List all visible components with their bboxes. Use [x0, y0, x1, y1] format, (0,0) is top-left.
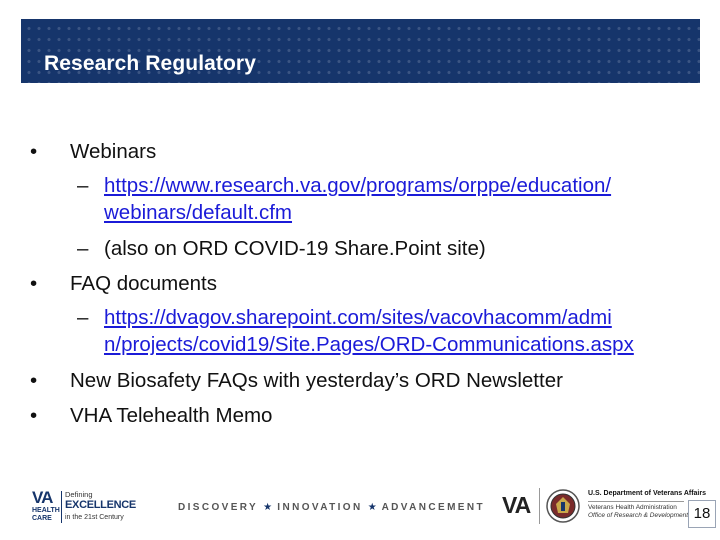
defining-label: Defining: [65, 490, 93, 499]
bullet-faq-documents: FAQ documents: [70, 272, 217, 295]
star-icon: ★: [367, 502, 377, 513]
excellence-label: EXCELLENCE: [65, 499, 136, 511]
sharepoint-note: (also on ORD COVID-19 Share.Point site): [104, 237, 486, 260]
va-logo-letters: VA: [32, 488, 53, 507]
va-seal-icon: [546, 488, 580, 524]
ord-label: Office of Research & Development: [588, 512, 689, 519]
tagline-discovery: DISCOVERY: [178, 502, 258, 513]
va-health-care-logo: [32, 490, 138, 524]
sub-bullet-marker: –: [77, 306, 89, 329]
bullet-telehealth-memo: VHA Telehealth Memo: [70, 404, 273, 427]
dept-divider: [588, 501, 684, 502]
logo-divider: [61, 491, 62, 523]
health-label: HEALTH: [32, 507, 60, 514]
care-label: CARE: [32, 515, 52, 522]
slide-title: Research Regulatory: [44, 52, 256, 75]
mark-divider: [539, 488, 540, 524]
sub-bullet-marker: –: [77, 237, 89, 260]
bullet-biosafety-faqs: New Biosafety FAQs with yesterday’s ORD Newsletter: [70, 369, 563, 392]
sharepoint-link[interactable]: https://dvagov.sharepoint.com/sites/vacovhacomm/admi: [104, 306, 612, 329]
bullet-marker: •: [30, 369, 38, 392]
star-icon: ★: [263, 502, 273, 513]
vha-label: Veterans Health Administration: [588, 504, 677, 511]
footer: [0, 478, 720, 540]
bullet-marker: •: [30, 140, 38, 163]
tagline-advancement: ADVANCEMENT: [381, 502, 485, 513]
sharepoint-link-cont[interactable]: n/projects/covid19/Site.Pages/ORD-Communications.aspx: [104, 333, 634, 356]
dept-label: U.S. Department of Veterans Affairs: [588, 490, 706, 497]
page-number: 18: [688, 500, 716, 528]
tagline-innovation: INNOVATION: [277, 502, 363, 513]
sub-bullet-marker: –: [77, 174, 89, 197]
webinars-link[interactable]: https://www.research.va.gov/programs/orppe/education/: [104, 174, 612, 197]
bullet-marker: •: [30, 404, 38, 427]
va-mark: VA: [502, 492, 531, 518]
bullet-webinars: Webinars: [70, 140, 157, 163]
tagline: [178, 502, 485, 513]
title-banner: [21, 19, 700, 83]
bullet-marker: •: [30, 272, 38, 295]
webinars-link-cont[interactable]: webinars/default.cfm: [104, 201, 293, 224]
century-label: in the 21st Century: [65, 514, 124, 521]
